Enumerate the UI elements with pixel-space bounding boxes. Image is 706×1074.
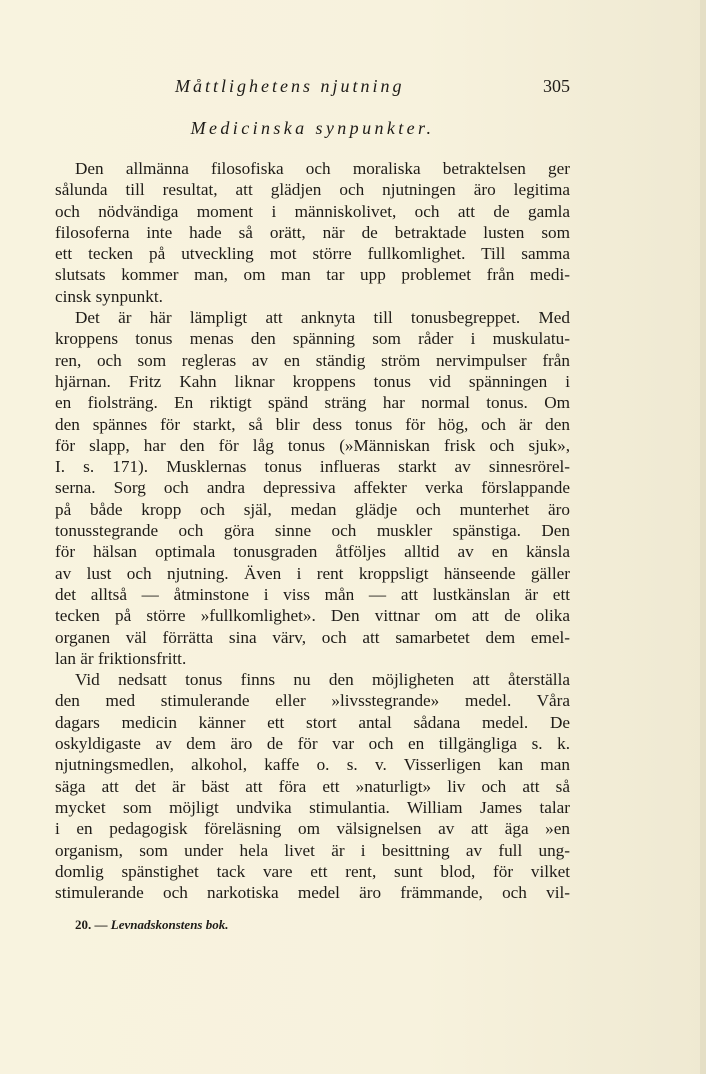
footnote-dash: —	[91, 917, 111, 932]
text-line: tonusstegrande och göra sinne och muskler spänstiga. Den	[55, 521, 570, 541]
footnote-number: 20.	[75, 917, 92, 932]
text-line: mycket som möjligt undvika stimulantia. William James talar	[55, 797, 570, 817]
text-line: filosoferna inte hade så orätt, när de betraktade lusten som	[55, 222, 570, 242]
text-line: slutsats kommer man, om man tar upp problemet från medi-	[55, 265, 570, 285]
text-line: oskyldigaste av dem äro de för var och en tillgängliga s. k.	[55, 734, 570, 754]
text-line: för hälsan optimala tonusgraden åtföljes alltid av en känsla	[55, 542, 570, 562]
footnote	[75, 917, 228, 933]
text-line: serna. Sorg och andra depressiva affekter verka förslappande	[55, 478, 570, 498]
text-line: den spännes för starkt, så blir dess tonus för hög, och är den	[55, 414, 570, 434]
text-line: för slapp, har den för låg tonus (»Människan frisk och sjuk»,	[55, 435, 570, 455]
text-line: i en pedagogisk föreläsning om välsignelsen av att äga »en	[55, 819, 570, 839]
text-line: och nödvändiga moment i människolivet, och att de gamla	[55, 201, 570, 221]
text-line: I. s. 171). Musklernas tonus influeras starkt av sinnesrörel-	[55, 457, 570, 477]
text-line: organen väl förrätta sina värv, och att samarbetet dem emel-	[55, 627, 570, 647]
page-edge	[700, 0, 706, 1074]
text-line: njutningsmedlen, alkohol, kaffe o. s. v. Visserligen kan man	[55, 755, 570, 775]
running-title: Måttlighetens njutning	[175, 76, 405, 96]
text-line: tecken på större »fullkomlighet». Den vittnar om att de olika	[55, 606, 570, 626]
text-line: av lust och njutning. Även i rent kroppsligt hänseende gäller	[55, 563, 570, 583]
text-line: Det är här lämpligt att anknyta till tonusbegreppet. Med	[75, 308, 570, 328]
text-line: den med stimulerande eller »livsstegrande» medel. Våra	[55, 691, 570, 711]
text-line: Den allmänna filosofiska och moraliska betraktelsen ger	[75, 159, 570, 178]
page-number: 305	[543, 76, 570, 96]
text-line: säga att det är bäst att föra ett »naturligt» liv och att så	[55, 776, 570, 796]
body-text	[55, 158, 570, 903]
text-line: organism, som under hela livet är i besittning av full ung-	[55, 840, 570, 860]
text-line: en fiolsträng. En riktigt spänd sträng har normal tonus. Om	[55, 393, 570, 413]
text-line: ren, och som regleras av en ständig ström nervimpulser från	[55, 350, 570, 370]
text-line: det alltså — åtminstone i viss mån — att lustkänslan är ett	[55, 584, 570, 604]
text-line: domlig spänstighet tack vare ett rent, sunt blod, för vilket	[55, 861, 570, 881]
text-line: Vid nedsatt tonus finns nu den möjligheten att återställa	[75, 670, 570, 690]
section-title: Medicinska synpunkter.	[190, 118, 435, 138]
text-line: ett tecken på utveckling mot större fullkomlighet. Till samma	[55, 244, 570, 264]
text-line: på både kropp och själ, medan glädje och munterhet äro	[55, 499, 570, 519]
text-line: dagars medicin känner ett stort antal sådana medel. De	[55, 712, 570, 732]
page-header	[55, 76, 570, 102]
text-line: sålunda till resultat, att glädjen och njutningen äro legitima	[55, 180, 570, 200]
text-line: cinsk synpunkt.	[55, 286, 163, 306]
text-line: lan är friktionsfritt.	[55, 648, 187, 668]
footnote-title: Levnadskonstens bok.	[110, 917, 229, 932]
text-line: hjärnan. Fritz Kahn liknar kroppens tonus vid spänningen i	[55, 371, 570, 391]
text-line: kroppens tonus menas den spänning som råder i muskulatu-	[55, 329, 570, 349]
text-line: stimulerande och narkotiska medel äro främmande, och vil-	[55, 883, 570, 903]
